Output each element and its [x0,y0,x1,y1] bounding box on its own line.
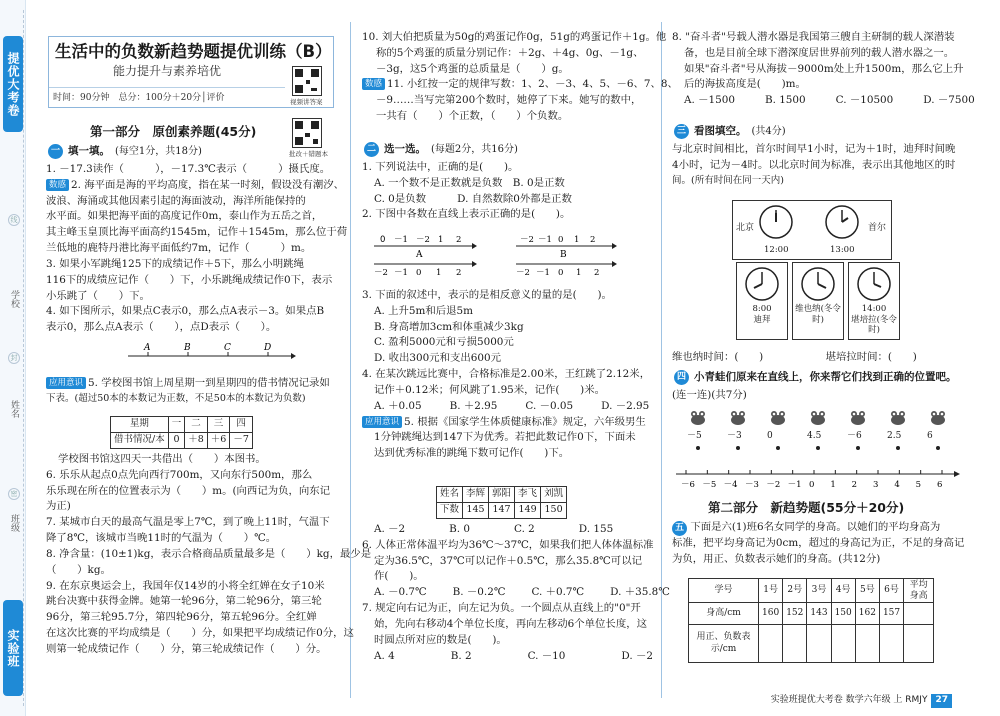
q2-number-lines [372,232,642,276]
question-text: 如果"奋斗者"号从海拔－9000m处上升1500m，那么它上升 [684,62,964,75]
qr-caption: 视频讲答案 [290,98,323,106]
page-footer: 实验班提优大考卷 数学六年级 上 RMJY 27 [771,694,952,708]
number-line-q4 [126,340,296,362]
question-text: 标准，把平均身高记为0cm，超过的身高记为正，不足的身高记 [672,537,965,549]
point-label: D [264,343,272,353]
question-text: 作( )。 [374,570,424,583]
question-text: 数感 2. 海平面是海的平均高度，指在某一时刻，假设没有潮汐、 [46,178,338,194]
option: B. 身高增加3cm和体重减少3kg [374,320,524,333]
clock-icon [824,204,860,240]
frog-icon[interactable] [809,410,827,426]
frog-number-line [672,466,962,494]
option: D. 收出300元和支出600元 [374,352,501,365]
question-text: 间。(所有时间在同一天内) [672,174,784,186]
binding-hole: 封 [8,352,20,364]
option: A. 上升5m和后退5m [374,304,473,317]
axis-label: 5 [915,480,922,490]
skill-tag: 数感 [46,179,69,191]
q3-block [362,288,650,462]
clock-caption: 14:00 堪培拉(冬令时) [851,304,897,336]
section5-body [672,520,965,568]
binding-hole: 密 [8,488,20,500]
frog-icon[interactable] [769,410,787,426]
option-row: A. 4 B. 2 C. －10 D. －2 [374,649,653,662]
point-label: C [224,343,231,353]
option-row: A. －0.7℃ B. －0.2℃ C. ＋0.7℃ D. ＋35.8℃ [374,586,670,599]
question-text: 时圆点所对应的数是( )。 [374,633,507,646]
axis-label: 6 [937,480,943,490]
question-text: 水平面。如果把海平面的高度记作0m，泰山作为五岳之首， [46,210,323,223]
question-text: 后的海拔高度是( )m。 [684,78,806,91]
page-subtitle: 能力提升与素养培优 [113,64,222,78]
frog-value: －3 [727,431,742,441]
section-badge: 三 [674,124,689,139]
height-table: 学号 1号 2号 3号 4号 5号 6号 平均身高 身高/cm 160 152 143 150 162 157 用正、负数表示/cm [688,578,934,663]
point-label: A [144,343,151,353]
question-text: 4. 如下图所示，如果点C表示0，那么点A表示－3。如果点B [46,305,325,318]
question-text: 6. 乐乐从起点0点先向西行700m，又向东行500m，那么 [46,468,313,481]
clock-time: 13:00 [830,245,855,255]
svg-text:0: 0 [380,235,386,245]
svg-text:1: 1 [436,268,442,276]
svg-text:1: 1 [574,235,580,245]
frog-icon[interactable] [849,410,867,426]
svg-text:A: A [416,250,423,260]
frog-icon[interactable] [689,410,707,426]
section2-heading [364,142,518,158]
question-text: 波浪、海涌或其他因素引起的海面波动，海洋所能保持的 [46,194,306,207]
svg-text:1: 1 [576,268,582,276]
option-row: A. 一个数不是正数就是负数 B. 0是正数 [374,176,565,189]
part2-title: 第二部分 新趋势题(55分＋20分) [708,500,905,515]
clock-caption: 8:00 迪拜 [752,304,772,325]
option-row: A. －1500 B. 1500 C. －10500 D. －7500 [684,94,975,107]
section-title: 选一选。 [384,143,426,155]
section1-heading [48,144,202,160]
question-text: 96分，第三轮95.7分，第四轮96分，第五轮96分。全红婵 [46,611,317,624]
svg-text:B: B [560,250,567,260]
axis-label: 3 [873,480,879,490]
axis-label: －5 [702,480,717,490]
brand-logo-bottom: 实验班 [3,600,23,696]
numline-D [516,261,617,276]
q8-block [672,30,975,109]
question-text: 9. 在东京奥运会上，我国年仅14岁的小将全红婵在女子10米 [46,579,325,592]
svg-text:－1: －1 [394,235,408,245]
question-text: 8. "奋斗者"号载人潜水器是我国第三艘自主研制的载人深潜装 [672,31,955,43]
skill-tag: 数感 [362,78,385,90]
question-text: 3. 下面的叙述中，表示的是相反意义的量的是( )。 [362,289,612,301]
skill-tag: 应用意识 [362,416,402,428]
school-label: 学校 [9,290,19,308]
svg-text:1: 1 [438,235,444,245]
frog-icon[interactable] [729,410,747,426]
frog-value: －6 [847,431,862,441]
question-text: 1. －17.3读作（ ），－17.3℃表示（ ）摄氏度。 [46,163,331,175]
exam-meta: 时间：90分钟 总分：100分＋20分│评价 [49,87,285,107]
point-label: B [184,343,191,353]
numline-B [516,235,617,260]
question-text: 与北京时间相比，首尔时间早1小时，记为＋1时，迪拜时间晚 [672,143,956,155]
frog-value: 0 [767,431,773,441]
clock-icon [758,204,794,240]
svg-text:0: 0 [558,268,564,276]
svg-text:2: 2 [456,268,462,276]
question-text: 备，也是目前全球下潜深度居世界前列的载人潜水器之一。 [684,46,955,59]
question-text: 应用意识 5. 学校图书馆上周星期一到星期四的借书情况记录如 [46,376,338,392]
question-text: 3. 如果小军跳绳125下的成绩记作＋5下，那么小明跳绳 [46,257,304,270]
svg-text:2: 2 [590,235,596,245]
frog-value: 6 [927,431,933,441]
section3-heading [674,124,786,140]
axis-label: －2 [766,480,781,490]
brand-logo-top: 提优大考卷 [3,36,23,132]
answer-line[interactable]: 维也纳时间：( ) 堪培拉时间：( ) [672,351,917,363]
axis-label: 4 [894,480,900,490]
frog-icon[interactable] [929,410,947,426]
axis-label: －4 [723,480,738,490]
svg-text:－1: －1 [394,268,408,276]
numline-A [374,235,477,260]
question-text: 8. 净含量：(10±1)kg，表示合格商品质量最多是（ ）kg，最少是 [46,547,372,560]
question-text: 1分钟跳绳达到147下为优秀。若把此数记作0下，下面未 [374,431,636,444]
svg-text:－1: －1 [536,268,550,276]
axis-label: 0 [809,480,815,490]
svg-text:2: 2 [594,268,600,276]
svg-text:2: 2 [456,235,462,245]
option: C. 盈利5000元和亏损5000元 [374,336,514,349]
question-text: 2. 下图中各数在直线上表示正确的是( )。 [362,208,571,221]
frog-dot[interactable] [776,446,780,450]
qr-code-icon[interactable] [292,66,322,96]
city-label: 北京 [736,223,755,233]
section-badge: 一 [48,144,63,159]
axis-label: －3 [745,480,759,490]
question-text: 降了8℃，该城市当晚11时的气温为（ ）℃。 [46,532,277,545]
question-text: 其主峰玉皇顶比海平面高约1545m，记作＋1545m，那么位于荷 [46,226,348,239]
axis-label: 1 [830,480,836,490]
cut-line [23,10,24,706]
svg-text:－2: －2 [416,235,430,245]
question-text: 116下的成绩应记作（ ）下，小乐跳绳成绩记作0下，表示 [46,273,333,286]
question-text: 7. 规定向右记为正，向左记为负。一个圆点从直线上的"0"开 [362,602,641,615]
q1-block [362,160,650,223]
question-text: 五 下面是六(1)班6名女同学的身高。以她们的平均身高为 [672,520,962,536]
frog-dot[interactable] [896,446,900,450]
section-badge: 五 [672,521,687,536]
svg-text:－2: －2 [520,235,534,245]
section3-body [672,142,962,188]
section1-rest [46,452,372,658]
question-text: 则第一轮成绩记作（ ）分，第三轮成绩记作（ ）分。 [46,642,327,655]
page-number: 27 [931,694,952,708]
binding-margin [0,0,26,716]
section-note: (每空1分，共18分) [115,146,202,158]
question-text: 在这次比赛的平均成绩是（ ）分，如果把平均成绩记作0分，这 [46,626,354,639]
clock-time: 12:00 [764,245,789,255]
question-text: 10. 刘大伯把质量为50g的鸡蛋记作0g，51g的鸡蛋记作＋1g。他 [362,31,667,43]
clock-icon [856,266,892,302]
numline-C [374,261,477,276]
question-text: 为正) [46,500,71,513]
q6-q7-block [362,522,670,664]
city-label: 首尔 [868,223,887,233]
library-table: 星期 一 二 三 四 借书情况/本 0 ＋8 ＋6 －7 [110,416,253,449]
svg-text:0: 0 [416,268,422,276]
col2-top [362,30,678,125]
qr-caption: 批改＋错题本 [289,150,328,158]
section-title: 小青蛙们原来在直线上，你来帮它们找到正确的位置吧。 [694,371,957,383]
section-note: (每题2分，共16分) [431,144,518,156]
section4-heading [674,370,957,386]
svg-text:－2: －2 [374,268,388,276]
qr-code-icon[interactable] [292,118,322,148]
option-row: A. ＋0.05 B. ＋2.95 C. －0.05 D. －2.95 [374,399,650,412]
question-text: 定为36.5℃，37℃可以记作＋0.5℃，那么35.8℃可以记 [374,554,642,567]
class-label: 班级 [9,514,19,532]
section-badge: 四 [674,370,689,385]
question-text: 数感 11. 小红按一定的规律写数：1、2、－3、4、5、－6、7、8、 [362,77,650,93]
skill-tag: 应用意识 [46,377,86,389]
question-text: 4小时，记为－4时。以北京时间为标准，表示出其他地区的时 [672,158,956,171]
section-title: 填一填。 [68,145,110,157]
question-text: 7. 某城市白天的最高气温是零上7℃，到了晚上11时，气温下 [46,516,330,529]
axis-label: 2 [851,480,858,490]
svg-text:0: 0 [558,235,564,245]
axis-label: －1 [787,480,802,490]
axis-label: －6 [681,480,695,490]
jump-rope-table: 姓名 李辉 郭阳 李飞 刘凯 下数 145 147 149 150 [436,486,567,519]
frog-value: 4.5 [807,431,822,441]
section-note: (连一连)(共7分) [672,389,747,401]
section-note: (共4分) [751,126,786,138]
frog-dot[interactable] [696,446,700,450]
question-text: －9……当写完第200个数时，她停了下来。她写的数中， [376,94,642,107]
question-text: 学校图书馆这四天一共借出（ ）本图书。 [58,453,266,465]
question-text: 乐乐现在所在的位置表示为（ ）m。(向西记为负，向东记 [46,484,331,497]
option-row: A. －2 B. 0 C. 2 D. 155 [374,523,614,535]
question-text: 达到优秀标准的跳绳下数可记作( )下。 [374,447,570,460]
option-row: C. 0是负数 D. 自然数除0外都是正数 [374,192,572,205]
question-text: 下表。(超过50本的本数记为正数，不足50本的本数记为负数) [46,392,306,404]
question-text: 6. 人体正常体温平均为36℃～37℃，如果我们把人体体温标准 [362,538,654,551]
question-text: 小乐跳了（ ）下。 [46,289,150,302]
clock-caption: 维也纳(冬令时) [795,304,841,325]
frog-dot[interactable] [936,446,940,450]
question-text: 兰低地的鹿特丹港比海平面低约7m，记作（ ）m。 [46,242,312,255]
frog-dot[interactable] [736,446,740,450]
frog-row [672,410,962,456]
frog-value: 2.5 [887,431,902,441]
frog-dot[interactable] [856,446,860,450]
svg-text:－2: －2 [516,268,530,276]
section-title: 看图填空。 [694,125,747,137]
question-text: 记作＋0.12米；何风跳了1.95米，记作( )米。 [374,383,606,396]
part1-title: 第一部分 原创素养题(45分) [90,124,257,139]
q5-body [46,376,338,406]
question-text: （ ）kg。 [46,563,111,576]
binding-hole: 线 [8,214,20,226]
question-text: 为负，用正、负数表示她们的身高。(共12分) [672,552,881,565]
column-divider [350,22,351,698]
frog-icon[interactable] [889,410,907,426]
frog-value: －5 [687,431,702,441]
section1-body [46,162,348,336]
question-text: 4. 在某次跳远比赛中，合格标准是2.00米，王红跳了2.12米， [362,368,651,381]
question-text: 称的5个鸡蛋的质量分别记作：＋2g、＋4g、0g、－1g、 [376,46,644,59]
clock-icon [744,266,780,302]
question-text: 跳台决赛中获得金牌。她第一轮96分，第二轮96分，第三轮 [46,595,322,608]
question-text: －3g，这5个鸡蛋的总质量是（ ）g。 [376,62,569,75]
svg-text:－1: －1 [538,235,552,245]
section-badge: 二 [364,142,379,157]
question-text: 表示0，那么点A表示（ ），点D表示（ ）。 [46,321,277,334]
name-label: 姓名 [9,400,19,418]
question-text: 1. 下列说法中，正确的是( )。 [362,161,519,173]
page-title: 生活中的负数新趋势题提优训练（B） [55,42,332,61]
clock-icon [800,266,836,302]
question-text: 应用意识 5. 根据《国家学生体质健康标准》规定，六年级男生 [362,415,650,431]
question-text: 一共有（ ）个正数，（ ）个负数。 [376,110,569,123]
frog-dot[interactable] [816,446,820,450]
question-text: 始，先向右移动4个单位长度，再向左移动6个单位长度，这 [374,617,647,630]
